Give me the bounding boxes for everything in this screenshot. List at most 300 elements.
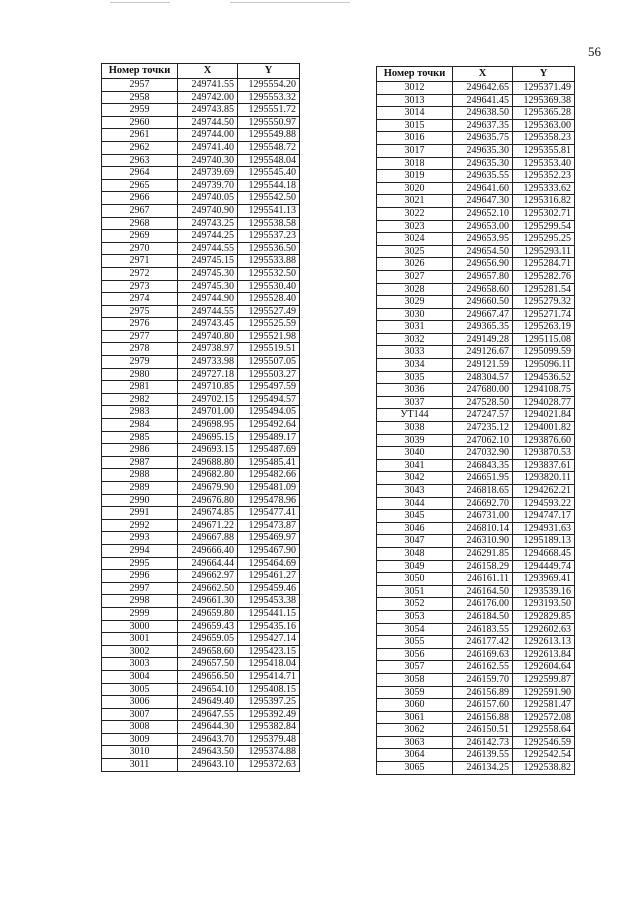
point-number-cell: 2973 [102,280,178,293]
x-coordinate-cell: 249739.69 [178,167,238,180]
point-number-cell: 3061 [377,711,453,724]
point-number-cell: 2991 [102,507,178,520]
x-coordinate-cell: 249667.47 [453,308,513,321]
y-coordinate-cell: 1293876.60 [513,434,575,447]
x-coordinate-cell: 249698.95 [178,419,238,432]
y-coordinate-cell: 1295279.32 [513,296,575,309]
x-coordinate-cell: 249660.50 [453,296,513,309]
point-number-cell: 3045 [377,510,453,523]
x-coordinate-cell: 247528.50 [453,396,513,409]
header-point-number: Номер точки [377,67,453,82]
x-coordinate-cell: 249733.98 [178,356,238,369]
y-coordinate-cell: 1295461.27 [238,570,300,583]
point-number-cell: 3043 [377,485,453,498]
y-coordinate-cell: 1295369.38 [513,94,575,107]
x-coordinate-cell: 247680.00 [453,384,513,397]
x-coordinate-cell: 249641.45 [453,94,513,107]
table-header-row [102,64,300,79]
y-coordinate-cell: 1292572.08 [513,711,575,724]
x-coordinate-cell: 249745.30 [178,280,238,293]
table-row [377,762,575,775]
point-number-cell: 3008 [102,721,178,734]
point-number-cell: 2965 [102,179,178,192]
table-body-left [102,79,300,772]
x-coordinate-cell: 246810.14 [453,522,513,535]
y-coordinate-cell: 1295392.49 [238,708,300,721]
coordinates-table-right [376,66,575,775]
table-row [377,522,575,535]
point-number-cell: 3009 [102,733,178,746]
x-coordinate-cell: 249674.85 [178,507,238,520]
x-coordinate-cell: 249149.28 [453,333,513,346]
table-row [377,384,575,397]
y-coordinate-cell: 1295353.40 [513,157,575,170]
table-row [102,356,300,369]
y-coordinate-cell: 1295363.00 [513,119,575,132]
point-number-cell: 3040 [377,447,453,460]
y-coordinate-cell: 1295489.17 [238,431,300,444]
point-number-cell: 2964 [102,167,178,180]
y-coordinate-cell: 1294001.82 [513,422,575,435]
table-row [102,482,300,495]
table-row [102,557,300,570]
table-row [102,759,300,772]
y-coordinate-cell: 1295096.11 [513,359,575,372]
x-coordinate-cell: 249659.05 [178,633,238,646]
y-coordinate-cell: 1292613.13 [513,636,575,649]
point-number-cell: 2967 [102,204,178,217]
x-coordinate-cell: 249643.50 [178,746,238,759]
header-y: Y [513,67,575,82]
table-row [377,82,575,95]
point-number-cell: 2962 [102,141,178,154]
point-number-cell: 3048 [377,547,453,560]
table-row [377,308,575,321]
point-number-cell: 3011 [102,759,178,772]
table-row [102,230,300,243]
table-row [102,519,300,532]
point-number-cell: 2997 [102,582,178,595]
point-number-cell: 3017 [377,144,453,157]
y-coordinate-cell: 1293539.16 [513,585,575,598]
table-row [102,305,300,318]
point-number-cell: 3023 [377,220,453,233]
x-coordinate-cell: 249121.59 [453,359,513,372]
point-number-cell: 3042 [377,472,453,485]
coordinates-table-left [101,63,300,772]
point-number-cell: 2960 [102,116,178,129]
point-number-cell: 3047 [377,535,453,548]
point-number-cell: 3004 [102,670,178,683]
y-coordinate-cell: 1292546.59 [513,736,575,749]
point-number-cell: 2986 [102,444,178,457]
table-row [102,104,300,117]
y-coordinate-cell: 1295271.74 [513,308,575,321]
table-row [102,204,300,217]
x-coordinate-cell: 249744.55 [178,305,238,318]
table-row [102,267,300,280]
y-coordinate-cell: 1295467.90 [238,544,300,557]
point-number-cell: 3029 [377,296,453,309]
y-coordinate-cell: 1295358.23 [513,132,575,145]
table-row [377,258,575,271]
point-number-cell: 2987 [102,456,178,469]
y-coordinate-cell: 1295537.23 [238,230,300,243]
y-coordinate-cell: 1294262.21 [513,485,575,498]
x-coordinate-cell: 249740.90 [178,204,238,217]
scan-artifact-line [110,2,170,3]
point-number-cell: 3051 [377,585,453,598]
x-coordinate-cell: 246162.55 [453,661,513,674]
table-row [377,422,575,435]
table-row [102,708,300,721]
point-number-cell: 3044 [377,497,453,510]
y-coordinate-cell: 1295473.87 [238,519,300,532]
point-number-cell: 3024 [377,233,453,246]
point-number-cell: 3033 [377,346,453,359]
x-coordinate-cell: 249652.10 [453,207,513,220]
table-row [377,497,575,510]
y-coordinate-cell: 1292538.82 [513,762,575,775]
point-number-cell: 3049 [377,560,453,573]
point-number-cell: 3001 [102,633,178,646]
table-row [377,170,575,183]
point-number-cell: 3038 [377,422,453,435]
y-coordinate-cell: 1293870.53 [513,447,575,460]
table-row [102,607,300,620]
point-number-cell: 3018 [377,157,453,170]
point-number-cell: 3022 [377,207,453,220]
x-coordinate-cell: 249682.80 [178,469,238,482]
table-row [102,444,300,457]
table-row [102,116,300,129]
point-number-cell: 3053 [377,610,453,623]
table-row [102,696,300,709]
y-coordinate-cell: 1294668.45 [513,547,575,560]
point-number-cell: 3034 [377,359,453,372]
y-coordinate-cell: 1295487.69 [238,444,300,457]
table-row [102,406,300,419]
point-number-cell: 2968 [102,217,178,230]
table-row [102,469,300,482]
point-number-cell: 3037 [377,396,453,409]
table-row [102,141,300,154]
y-coordinate-cell: 1295459.46 [238,582,300,595]
point-number-cell: 3027 [377,270,453,283]
point-number-cell: 2981 [102,381,178,394]
table-row [102,431,300,444]
point-number-cell: 3063 [377,736,453,749]
table-row [102,683,300,696]
y-coordinate-cell: 1295528.40 [238,293,300,306]
x-coordinate-cell: 246157.60 [453,699,513,712]
point-number-cell: 3055 [377,636,453,649]
point-number-cell: 3030 [377,308,453,321]
table-row [102,393,300,406]
y-coordinate-cell: 1295532.50 [238,267,300,280]
point-number-cell: 3002 [102,645,178,658]
table-row [102,721,300,734]
x-coordinate-cell: 249740.30 [178,154,238,167]
y-coordinate-cell: 1295355.81 [513,144,575,157]
y-coordinate-cell: 1295316.82 [513,195,575,208]
header-x: X [178,64,238,79]
x-coordinate-cell: 249657.80 [453,270,513,283]
x-coordinate-cell: 249643.10 [178,759,238,772]
point-number-cell: 3054 [377,623,453,636]
y-coordinate-cell: 1295541.13 [238,204,300,217]
y-coordinate-cell: 1294593.22 [513,497,575,510]
table-row [377,560,575,573]
y-coordinate-cell: 1295453.38 [238,595,300,608]
y-coordinate-cell: 1295464.69 [238,557,300,570]
point-number-cell: 3025 [377,245,453,258]
x-coordinate-cell: 249702.15 [178,393,238,406]
x-coordinate-cell: 249740.05 [178,192,238,205]
y-coordinate-cell: 1295554.20 [238,79,300,92]
x-coordinate-cell: 249657.50 [178,658,238,671]
point-number-cell: 2984 [102,419,178,432]
x-coordinate-cell: 249741.40 [178,141,238,154]
x-coordinate-cell: 246156.88 [453,711,513,724]
table-row [377,434,575,447]
table-row [102,620,300,633]
point-number-cell: 2985 [102,431,178,444]
header-x: X [453,67,513,82]
table-row [377,510,575,523]
x-coordinate-cell: 246159.70 [453,673,513,686]
x-coordinate-cell: 249744.25 [178,230,238,243]
x-coordinate-cell: 249739.70 [178,179,238,192]
x-coordinate-cell: 249740.80 [178,330,238,343]
x-coordinate-cell: 249635.30 [453,144,513,157]
x-coordinate-cell: 249637.35 [453,119,513,132]
y-coordinate-cell: 1294021.84 [513,409,575,422]
point-number-cell: 3052 [377,598,453,611]
point-number-cell: 2969 [102,230,178,243]
y-coordinate-cell: 1295408.15 [238,683,300,696]
point-number-cell: 3046 [377,522,453,535]
y-coordinate-cell: 1295365.28 [513,107,575,120]
x-coordinate-cell: 249679.90 [178,482,238,495]
point-number-cell: 2958 [102,91,178,104]
y-coordinate-cell: 1295545.40 [238,167,300,180]
y-coordinate-cell: 1295550.97 [238,116,300,129]
x-coordinate-cell: 249664.44 [178,557,238,570]
point-number-cell: 3015 [377,119,453,132]
table-row [102,129,300,142]
y-coordinate-cell: 1295553.32 [238,91,300,104]
point-number-cell: 2999 [102,607,178,620]
point-number-cell: 2998 [102,595,178,608]
x-coordinate-cell: 249744.00 [178,129,238,142]
y-coordinate-cell: 1295527.49 [238,305,300,318]
y-coordinate-cell: 1295482.66 [238,469,300,482]
y-coordinate-cell: 1292581.47 [513,699,575,712]
table-row [377,359,575,372]
y-coordinate-cell: 1295481.09 [238,482,300,495]
y-coordinate-cell: 1295281.54 [513,283,575,296]
x-coordinate-cell: 249744.55 [178,242,238,255]
point-number-cell: 3003 [102,658,178,671]
y-coordinate-cell: 1295418.04 [238,658,300,671]
table-row [102,532,300,545]
x-coordinate-cell: 249661.30 [178,595,238,608]
x-coordinate-cell: 249654.50 [453,245,513,258]
table-row [102,167,300,180]
point-number-cell: 2989 [102,482,178,495]
table-row [102,658,300,671]
x-coordinate-cell: 249738.97 [178,343,238,356]
table-row [102,330,300,343]
x-coordinate-cell: 246184.50 [453,610,513,623]
x-coordinate-cell: 246183.55 [453,623,513,636]
y-coordinate-cell: 1295494.57 [238,393,300,406]
table-row [377,686,575,699]
y-coordinate-cell: 1295189.13 [513,535,575,548]
point-number-cell: 3056 [377,648,453,661]
point-number-cell: 2982 [102,393,178,406]
y-coordinate-cell: 1295414.71 [238,670,300,683]
point-number-cell: 3010 [102,746,178,759]
point-number-cell: 3036 [377,384,453,397]
table-header-row [377,67,575,82]
x-coordinate-cell: 249744.90 [178,293,238,306]
point-number-cell: 3000 [102,620,178,633]
y-coordinate-cell: 1294536.52 [513,371,575,384]
x-coordinate-cell: 249658.60 [178,645,238,658]
x-coordinate-cell: 249653.00 [453,220,513,233]
y-coordinate-cell: 1295423.15 [238,645,300,658]
table-row [102,255,300,268]
table-row [377,119,575,132]
table-row [377,736,575,749]
table-row [377,94,575,107]
table-row [377,233,575,246]
x-coordinate-cell: 246134.25 [453,762,513,775]
y-coordinate-cell: 1295525.59 [238,318,300,331]
x-coordinate-cell: 249741.55 [178,79,238,92]
table-row [377,547,575,560]
x-coordinate-cell: 249676.80 [178,494,238,507]
x-coordinate-cell: 246169.63 [453,648,513,661]
y-coordinate-cell: 1294108.75 [513,384,575,397]
x-coordinate-cell: 246818.65 [453,485,513,498]
y-coordinate-cell: 1295263.19 [513,321,575,334]
x-coordinate-cell: 246310.90 [453,535,513,548]
y-coordinate-cell: 1292604.64 [513,661,575,674]
x-coordinate-cell: 249688.80 [178,456,238,469]
x-coordinate-cell: 246651.95 [453,472,513,485]
table-row [377,195,575,208]
table-row [377,182,575,195]
point-number-cell: 2957 [102,79,178,92]
y-coordinate-cell: 1295115.08 [513,333,575,346]
y-coordinate-cell: 1295379.48 [238,733,300,746]
point-number-cell: 3013 [377,94,453,107]
y-coordinate-cell: 1295441.15 [238,607,300,620]
x-coordinate-cell: 249710.85 [178,381,238,394]
y-coordinate-cell: 1293969.41 [513,573,575,586]
table-row [377,749,575,762]
y-coordinate-cell: 1295485.41 [238,456,300,469]
y-coordinate-cell: 1294931.63 [513,522,575,535]
point-number-cell: 3026 [377,258,453,271]
point-number-cell: 3019 [377,170,453,183]
point-number-cell: 2959 [102,104,178,117]
point-number-cell: 3060 [377,699,453,712]
x-coordinate-cell: 246291.85 [453,547,513,560]
table-row [377,220,575,233]
point-number-cell: 2977 [102,330,178,343]
y-coordinate-cell: 1295494.05 [238,406,300,419]
x-coordinate-cell: 249695.15 [178,431,238,444]
table-row [102,633,300,646]
point-number-cell: 3012 [377,82,453,95]
x-coordinate-cell: 249743.45 [178,318,238,331]
y-coordinate-cell: 1293837.61 [513,459,575,472]
table-row [102,179,300,192]
table-row [102,217,300,230]
y-coordinate-cell: 1292558.64 [513,724,575,737]
x-coordinate-cell: 249644.30 [178,721,238,734]
x-coordinate-cell: 249641.60 [453,182,513,195]
point-number-cell: 3065 [377,762,453,775]
x-coordinate-cell: 249643.70 [178,733,238,746]
y-coordinate-cell: 1294449.74 [513,560,575,573]
header-point-number: Номер точки [102,64,178,79]
y-coordinate-cell: 1295519.51 [238,343,300,356]
table-row [377,573,575,586]
y-coordinate-cell: 1295533.88 [238,255,300,268]
y-coordinate-cell: 1294028.77 [513,396,575,409]
y-coordinate-cell: 1295548.04 [238,154,300,167]
x-coordinate-cell: 249653.95 [453,233,513,246]
point-number-cell: 2979 [102,356,178,369]
table-row [377,207,575,220]
x-coordinate-cell: 249365.35 [453,321,513,334]
x-coordinate-cell: 249654.10 [178,683,238,696]
table-row [377,699,575,712]
table-row [377,396,575,409]
table-row [377,711,575,724]
x-coordinate-cell: 249744.50 [178,116,238,129]
x-coordinate-cell: 249647.30 [453,195,513,208]
x-coordinate-cell: 249745.30 [178,267,238,280]
y-coordinate-cell: 1293193.50 [513,598,575,611]
table-row [102,293,300,306]
y-coordinate-cell: 1295521.98 [238,330,300,343]
point-number-cell: 2971 [102,255,178,268]
table-row [102,746,300,759]
y-coordinate-cell: 1292829.85 [513,610,575,623]
table-row [102,419,300,432]
y-coordinate-cell: 1295544.18 [238,179,300,192]
table-row [377,270,575,283]
x-coordinate-cell: 249742.00 [178,91,238,104]
table-row [377,371,575,384]
x-coordinate-cell: 249635.30 [453,157,513,170]
x-coordinate-cell: 249745.15 [178,255,238,268]
scan-artifact-line [230,2,350,3]
table-row [102,494,300,507]
point-number-cell: УТ144 [377,409,453,422]
y-coordinate-cell: 1295551.72 [238,104,300,117]
point-number-cell: 2963 [102,154,178,167]
x-coordinate-cell: 249126.67 [453,346,513,359]
table-row [102,280,300,293]
point-number-cell: 2980 [102,368,178,381]
